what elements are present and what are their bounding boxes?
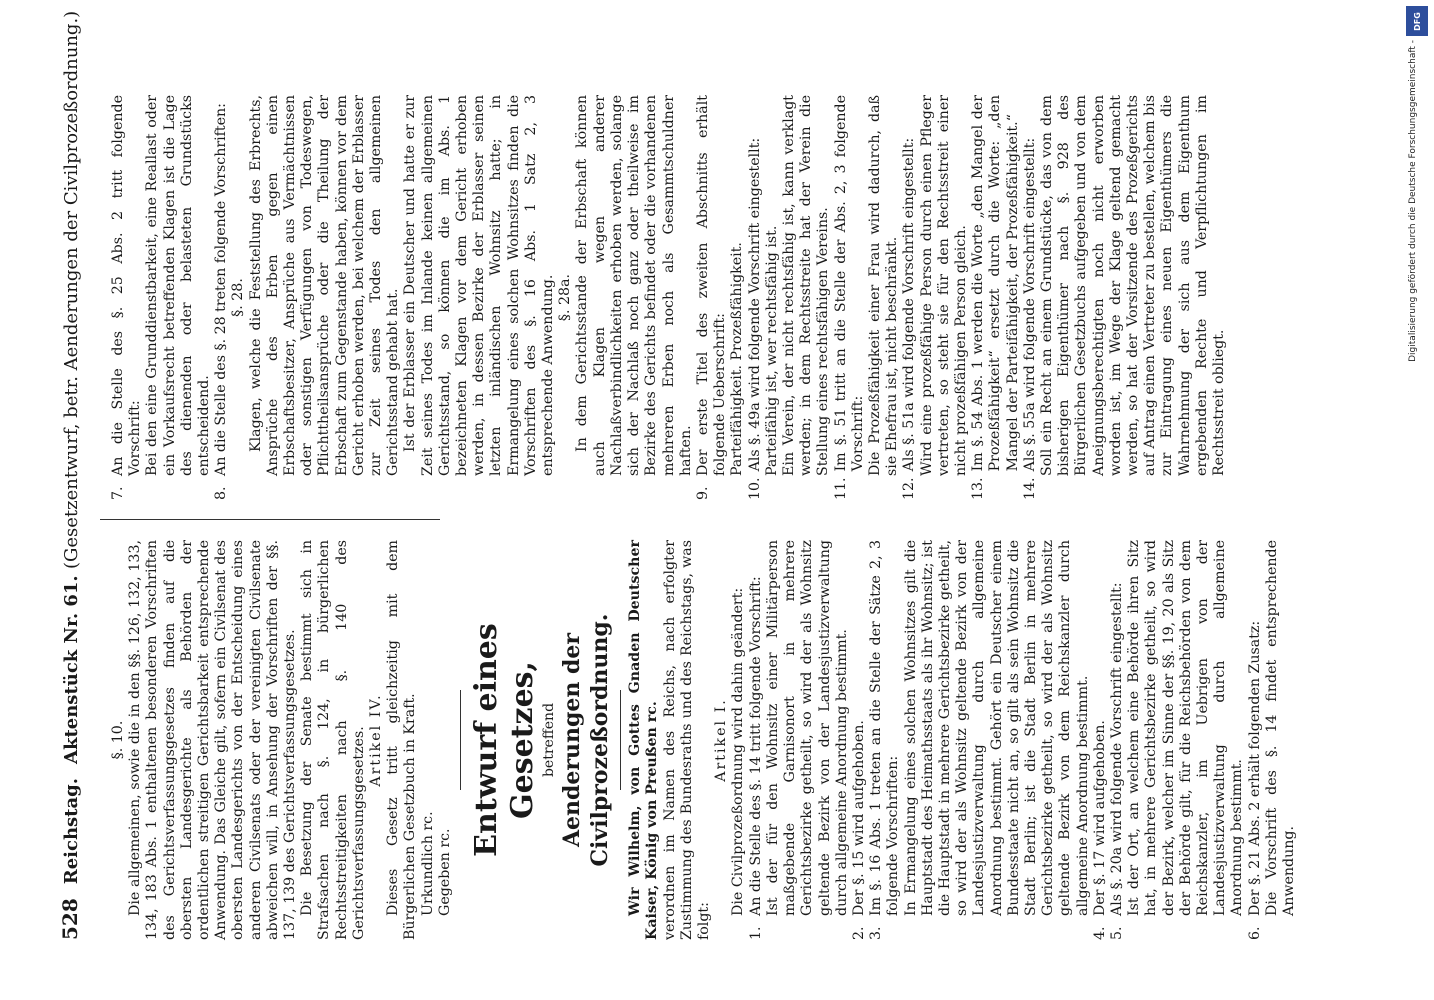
preamble-text: verordnen im Namen des Reichs, nach erfolgter Zustimmung des Bundesraths und des Reichstags, was folgt: bbox=[661, 540, 713, 940]
article-1-heading: Artikel I. bbox=[713, 698, 730, 782]
draft-subject: Aenderungen der Civilprozeßordnung. bbox=[559, 613, 614, 867]
list-item: 3. Im §. 16 Abs. 1 treten an die Stelle der Sätze 2, 3 folgende Vorschriften: bbox=[868, 540, 902, 940]
list-item: Ist der Ort, an welchem eine Behörde ihren Sitz hat, in mehrere Gerichtsbezirke getheilt, so wird der Bezirk, welcher im Sinne der §§. 19, 20 als Sitz der Behörde gilt, für die Reichsbehörden von dem Reichskanzler, im Uebrigen von der Landesjustizverwaltung durch allgemeine Anordnung bestimmt. bbox=[1126, 540, 1246, 916]
list-item: Parteifähig ist, wer rechtsfähig ist. bbox=[763, 225, 780, 476]
article-1-items bbox=[748, 540, 1299, 940]
list-item: Wird eine prozeßfähige Person durch einen Pfleger vertreten, so steht sie für den Rechtsstreit einer nicht prozeßfähigen Person gleich. bbox=[918, 95, 969, 476]
header-aktenstueck: Aktenstück Nr. 61. bbox=[61, 575, 82, 764]
list-item: 1. An die Stelle des §. 14 tritt folgende Vorschrift: bbox=[747, 576, 764, 940]
list-item: 2. Der §. 15 wird aufgehoben. bbox=[850, 720, 867, 940]
list-item: 6. Der §. 21 Abs. 2 erhält folgenden Zusatz: bbox=[1246, 620, 1263, 940]
header-title bbox=[61, 11, 82, 764]
article-4-text: Dieses Gesetz tritt gleichzeitig mit dem Bürgerlichen Gesetzbuch in Kraft. bbox=[385, 540, 419, 940]
draft-betreffend: betreffend bbox=[541, 702, 558, 778]
list-item: Die Prozeßfähigkeit einer Frau wird dadurch, daß sie Ehefrau ist, nicht beschränkt. bbox=[866, 95, 901, 476]
dfg-funding-note: Digitalisierung gefördert durch die Deutsche Forschungsgemeinschaft - bbox=[1408, 40, 1418, 362]
header-subject: (Gesetzentwurf, betr. Aenderungen der Civilprozeßordnung.) bbox=[61, 10, 82, 570]
list-item: 10. Als §. 49a wird folgende Vorschrift eingestellt: bbox=[746, 137, 763, 500]
right-column bbox=[110, 95, 1360, 500]
page-header bbox=[58, 10, 98, 940]
list-item: Bei den eine Grunddienstbarkeit, eine Reallast oder ein Vorkaufsrecht betreffenden Klagen ist die Lage des dienenden oder belasteten Grundstücks entscheidend. bbox=[144, 95, 213, 476]
section-10-heading: §. 10. bbox=[110, 720, 126, 760]
list-item: Die Vorschrift des §. 14 findet entsprechende Anwendung. bbox=[1263, 540, 1297, 916]
gegeben-line: Gegeben rc. bbox=[436, 828, 453, 916]
dfg-sidebar bbox=[1402, 0, 1432, 1000]
section-28-heading: §. 28. bbox=[230, 278, 247, 317]
list-item: Parteifähigkeit. Prozeßfähigkeit. bbox=[729, 242, 746, 476]
list-item: 14. Als §. 55a wird folgende Vorschrift eingestellt: bbox=[1021, 137, 1038, 500]
list-item: 12. Als §. 51a wird folgende Vorschrift eingestellt: bbox=[901, 137, 918, 500]
section-10-text: Die allgemeinen, sowie die in den §§. 126, 132, 133, 134, 183 Abs. 1 enthaltenen besonderen Vorschriften des Gerichtsverfassungsgesetzes finden auf die obersten Landesgerichte als Behörden der ordentlichen streitigen Gerichtsbarkeit entsprechende Anwendung. Das Gleiche gilt, sofern ein Civilsenat des obersten Landesgerichts von der Entscheidung eines anderen Civilsenats oder der vereinigten Civilsenate abweichen will, in Ansehung der Vorschriften der §§. 137, 139 des Gerichtsverfassungsgesetzes. bbox=[127, 540, 299, 940]
dfg-logo-icon: DFG bbox=[1406, 6, 1428, 36]
list-item: Ein Verein, der nicht rechtsfähig ist, kann verklagt werden; in dem Rechtsstreite hat der Verein die Stellung eines rechtsfähigen Vereins. bbox=[780, 95, 832, 476]
preamble-title: Wir Wilhelm, von Gottes Gnaden Deutscher Kaiser, König von Preußen rc. bbox=[627, 540, 661, 940]
draft-title: Entwurf eines Gesetzes, bbox=[469, 623, 541, 857]
list-item: Soll ein Recht an einem Grundstücke, das von dem bisherigen Eigenthümer nach §. 928 des Bürgerlichen Gesetzbuchs aufgegeben und von dem Aneignungsberechtigten noch nicht erworben worden ist, im Wege der Klage geltend gemacht werden, so hat der Vorsitzende des Prozeßgerichts auf Antrag einen Vertreter zu bestellen, welchem bis zur Eintragung eines neuen Eigenthümers die Wahrnehmung der sich aus dem Eigenthum ergebenden Rechte und Verpflichtungen im Rechtsstreit obliegt. bbox=[1038, 95, 1227, 476]
left-column bbox=[110, 540, 1360, 940]
list-item: 9. Der erste Titel des zweiten Abschnitts erhält folgende Ueberschrift: bbox=[694, 95, 729, 500]
header-reichstag: Reichstag. bbox=[61, 777, 82, 885]
article-1-intro: Die Civilprozeßordnung wird dahin geändert: bbox=[730, 587, 747, 916]
article-4-heading: Artikel IV. bbox=[368, 693, 385, 787]
list-item: 11. Im §. 51 tritt an die Stelle der Abs. 2, 3 folgende Vorschrift: bbox=[832, 95, 866, 500]
separator-rule bbox=[460, 690, 461, 790]
list-item: 5. Als §. 20a wird folgende Vorschrift eingestellt: bbox=[1108, 582, 1125, 940]
list-item: Ist der für den Wohnsitz einer Militärperson maßgebende Garnisonort in mehrere Gerichtsbezirke getheilt, so wird der als Wohnsitz geltende Bezirk von der Landesjustizverwaltung durch allgemeine Anordnung bestimmt. bbox=[764, 540, 850, 916]
separator-rule-2 bbox=[620, 690, 621, 790]
list-item: 13. Im §. 54 Abs. 1 werden die Worte „den Mangel der Prozeßfähigkeit“ ersetzt durch die Worte: „den Mangel der Parteifähigkeit, der Prozeßfähigkeit.“ bbox=[970, 95, 1021, 500]
column-divider bbox=[100, 519, 440, 520]
section-28-para-1: Klagen, welche die Feststellung des Erbrechts, Ansprüche des Erben gegen einen Erbschaftsbesitzer, Ansprüche aus Vermächtnissen oder sonstigen Verfügungen von Todeswegen, Pflichttheilsansprüche oder die Theilung der Erbschaft zum Gegenstande haben, können vor dem Gericht erhoben werden, bei welchem der Erblasser zur Zeit seines Todes den allgemeinen Gerichtsstand gehabt hat. bbox=[247, 95, 402, 476]
list-item: 8. An die Stelle des §. 28 treten folgende Vorschriften: bbox=[213, 103, 230, 500]
list-item: 4. Der §. 17 wird aufgehoben. bbox=[1091, 720, 1108, 940]
page-number: 528 bbox=[58, 898, 82, 940]
section-10-text-2: Die Besetzung der Senate bestimmt sich in Strafsachen nach §. 124, in bürgerlichen Rechtsstreitigkeiten nach §. 140 des Gerichtsverfassungsgesetzes. bbox=[299, 540, 367, 940]
list-item: In Ermangelung eines solchen Wohnsitzes gilt die Hauptstadt des Heimathsstaats als ihr Wohnsitz; ist die Hauptstadt in mehrere Gerichtsbezirke getheilt, so wird der als Wohnsitz geltende Bezirk von der Landesjustizverwaltung durch allgemeine Anordnung bestimmt. Gehört ein Deutscher einem Bundesstaate nicht an, so gilt als sein Wohnsitz die Stadt Berlin; ist die Stadt Berlin in mehrere Gerichtsbezirke getheilt, so wird der als Wohnsitz geltende Bezirk von dem Reichskanzler durch allgemeine Anordnung bestimmt. bbox=[902, 540, 1091, 916]
section-28a-heading: §. 28a. bbox=[557, 273, 574, 322]
urkundlich-line: Urkundlich rc. bbox=[419, 811, 436, 916]
section-28a-text: In dem Gerichtsstande der Erbschaft können auch Klagen wegen anderer Nachlaßverbindlichkeiten erhoben werden, solange sich der Nachlaß noch ganz oder theilweise im Bezirke des Gerichts befindet oder die vorhandenen mehreren Erben noch als Gesammtschuldner haften. bbox=[574, 95, 694, 476]
section-28-para-2: Ist der Erblasser ein Deutscher und hatte er zur Zeit seines Todes im Inlande keinen allgemeinen Gerichtsstand, so können die im Abs. 1 bezeichneten Klagen vor dem Gericht erhoben werden, in dessen Bezirke der Erblasser seinen letzten inländischen Wohnsitz hatte; in Ermangelung eines solchen Wohnsitzes finden die Vorschriften des §. 16 Abs. 1 Satz 2, 3 entsprechende Anwendung. bbox=[402, 95, 557, 476]
list-item: 7. An die Stelle des §. 25 Abs. 2 tritt folgende Vorschrift: bbox=[110, 95, 144, 500]
